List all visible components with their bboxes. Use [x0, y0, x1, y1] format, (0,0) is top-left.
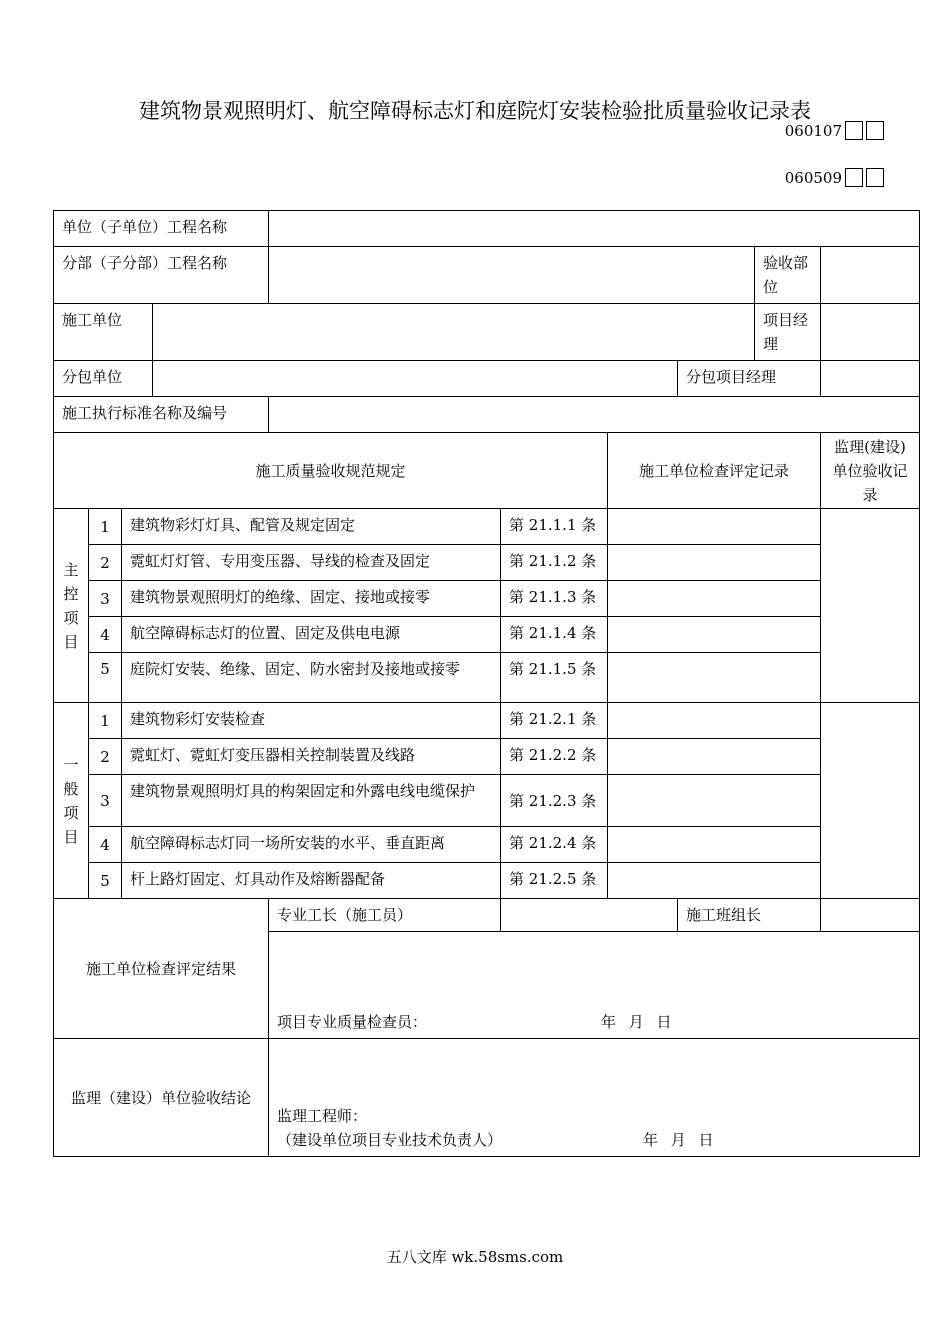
item-clause: 第 21.1.1 条	[501, 509, 608, 545]
item-text: 庭院灯安装、绝缘、固定、防水密封及接地或接零	[122, 653, 501, 703]
item-text: 杆上路灯固定、灯具动作及熔断器配备	[122, 863, 501, 899]
row-no: 5	[89, 863, 122, 899]
unit-project-label: 单位（子单位）工程名称	[54, 211, 269, 247]
row-no: 1	[89, 509, 122, 545]
project-manager-label: 项目经理	[755, 304, 821, 361]
unit-project-value[interactable]	[269, 211, 920, 247]
code-box[interactable]	[845, 168, 863, 187]
supervision-record-cell[interactable]	[821, 703, 920, 899]
item-text: 建筑物景观照明灯具的构架固定和外露电线电缆保护	[122, 775, 501, 827]
supervision-column-header: 监理(建设)单位验收记录	[821, 433, 920, 509]
check-record-column-header: 施工单位检查评定记录	[608, 433, 821, 509]
check-record-cell[interactable]	[608, 775, 821, 827]
check-record-cell[interactable]	[608, 653, 821, 703]
standard-label: 施工执行标准名称及编号	[54, 397, 269, 433]
check-record-cell[interactable]	[608, 739, 821, 775]
row-no: 3	[89, 775, 122, 827]
row-no: 2	[89, 739, 122, 775]
subcontract-manager-value[interactable]	[821, 361, 920, 397]
row-no: 4	[89, 617, 122, 653]
item-text: 航空障碍标志灯同一场所安装的水平、垂直距离	[122, 827, 501, 863]
team-leader-value[interactable]	[821, 899, 920, 932]
subcontract-unit-value[interactable]	[153, 361, 678, 397]
item-clause: 第 21.1.5 条	[501, 653, 608, 703]
owner-signature-line	[277, 1128, 911, 1152]
code-number: 060509	[784, 168, 842, 187]
item-clause: 第 21.2.2 条	[501, 739, 608, 775]
check-record-cell[interactable]	[608, 617, 821, 653]
engineer-label: 监理工程师：	[277, 1107, 368, 1125]
construction-unit-label: 施工单位	[54, 304, 153, 361]
team-leader-label: 施工班组长	[678, 899, 821, 932]
inspector-label: 项目专业质量检查员：	[277, 1013, 428, 1031]
sub-project-label: 分部（子分部）工程名称	[54, 247, 269, 304]
owner-label: （建设单位项目专业技术负责人）	[277, 1131, 503, 1149]
item-clause: 第 21.2.5 条	[501, 863, 608, 899]
code-box[interactable]	[845, 121, 863, 140]
code-box[interactable]	[866, 168, 884, 187]
standard-value[interactable]	[269, 397, 920, 433]
subcontract-unit-label: 分包单位	[54, 361, 153, 397]
item-text: 建筑物彩灯灯具、配管及规定固定	[122, 509, 501, 545]
check-record-cell[interactable]	[608, 863, 821, 899]
item-text: 霓虹灯灯管、专用变压器、导线的检查及固定	[122, 545, 501, 581]
check-result-label: 施工单位检查评定结果	[54, 899, 269, 1039]
sub-project-value[interactable]	[269, 247, 755, 304]
construction-unit-value[interactable]	[153, 304, 755, 361]
item-text: 霓虹灯、霓虹灯变压器相关控制装置及线路	[122, 739, 501, 775]
code-line-2	[785, 168, 884, 187]
row-no: 2	[89, 545, 122, 581]
item-clause: 第 21.2.3 条	[501, 775, 608, 827]
form-title: 建筑物景观照明灯、航空障碍标志灯和庭院灯安装检验批质量验收记录表	[139, 99, 811, 123]
code-box[interactable]	[866, 121, 884, 140]
subcontract-manager-label: 分包项目经理	[678, 361, 821, 397]
check-record-cell[interactable]	[608, 545, 821, 581]
row-no: 4	[89, 827, 122, 863]
supervision-record-cell[interactable]	[821, 509, 920, 703]
code-line-1	[785, 121, 884, 140]
supervision-conclusion-area[interactable]	[269, 1039, 920, 1157]
acceptance-table	[53, 210, 920, 1157]
item-clause: 第 21.1.3 条	[501, 581, 608, 617]
date-label: 年 月 日	[601, 1013, 672, 1031]
check-record-cell[interactable]	[608, 827, 821, 863]
check-record-cell[interactable]	[608, 703, 821, 739]
inspector-signature-line	[277, 1010, 911, 1034]
item-text: 航空障碍标志灯的位置、固定及供电电源	[122, 617, 501, 653]
supervision-conclusion-label: 监理（建设）单位验收结论	[54, 1039, 269, 1157]
row-no: 1	[89, 703, 122, 739]
main-items-group-label: 主控项目	[54, 509, 89, 703]
item-clause: 第 21.1.2 条	[501, 545, 608, 581]
item-clause: 第 21.1.4 条	[501, 617, 608, 653]
code-number: 060107	[784, 121, 842, 140]
item-text: 建筑物彩灯安装检查	[122, 703, 501, 739]
check-result-area[interactable]	[269, 932, 920, 1039]
project-manager-value[interactable]	[821, 304, 920, 361]
check-record-cell[interactable]	[608, 581, 821, 617]
foreman-value[interactable]	[501, 899, 678, 932]
watermark-text: 五八文库 wk.58sms.com	[386, 1248, 564, 1266]
foreman-label: 专业工长（施工员）	[269, 899, 501, 932]
general-items-group-label: 一般项目	[54, 703, 89, 899]
check-record-cell[interactable]	[608, 509, 821, 545]
item-clause: 第 21.2.4 条	[501, 827, 608, 863]
item-clause: 第 21.2.1 条	[501, 703, 608, 739]
acceptance-part-label: 验收部位	[755, 247, 821, 304]
date-label: 年 月 日	[643, 1131, 714, 1149]
row-no: 3	[89, 581, 122, 617]
row-no: 5	[89, 653, 122, 703]
acceptance-part-value[interactable]	[821, 247, 920, 304]
item-text: 建筑物景观照明灯的绝缘、固定、接地或接零	[122, 581, 501, 617]
spec-column-header: 施工质量验收规范规定	[54, 433, 608, 509]
